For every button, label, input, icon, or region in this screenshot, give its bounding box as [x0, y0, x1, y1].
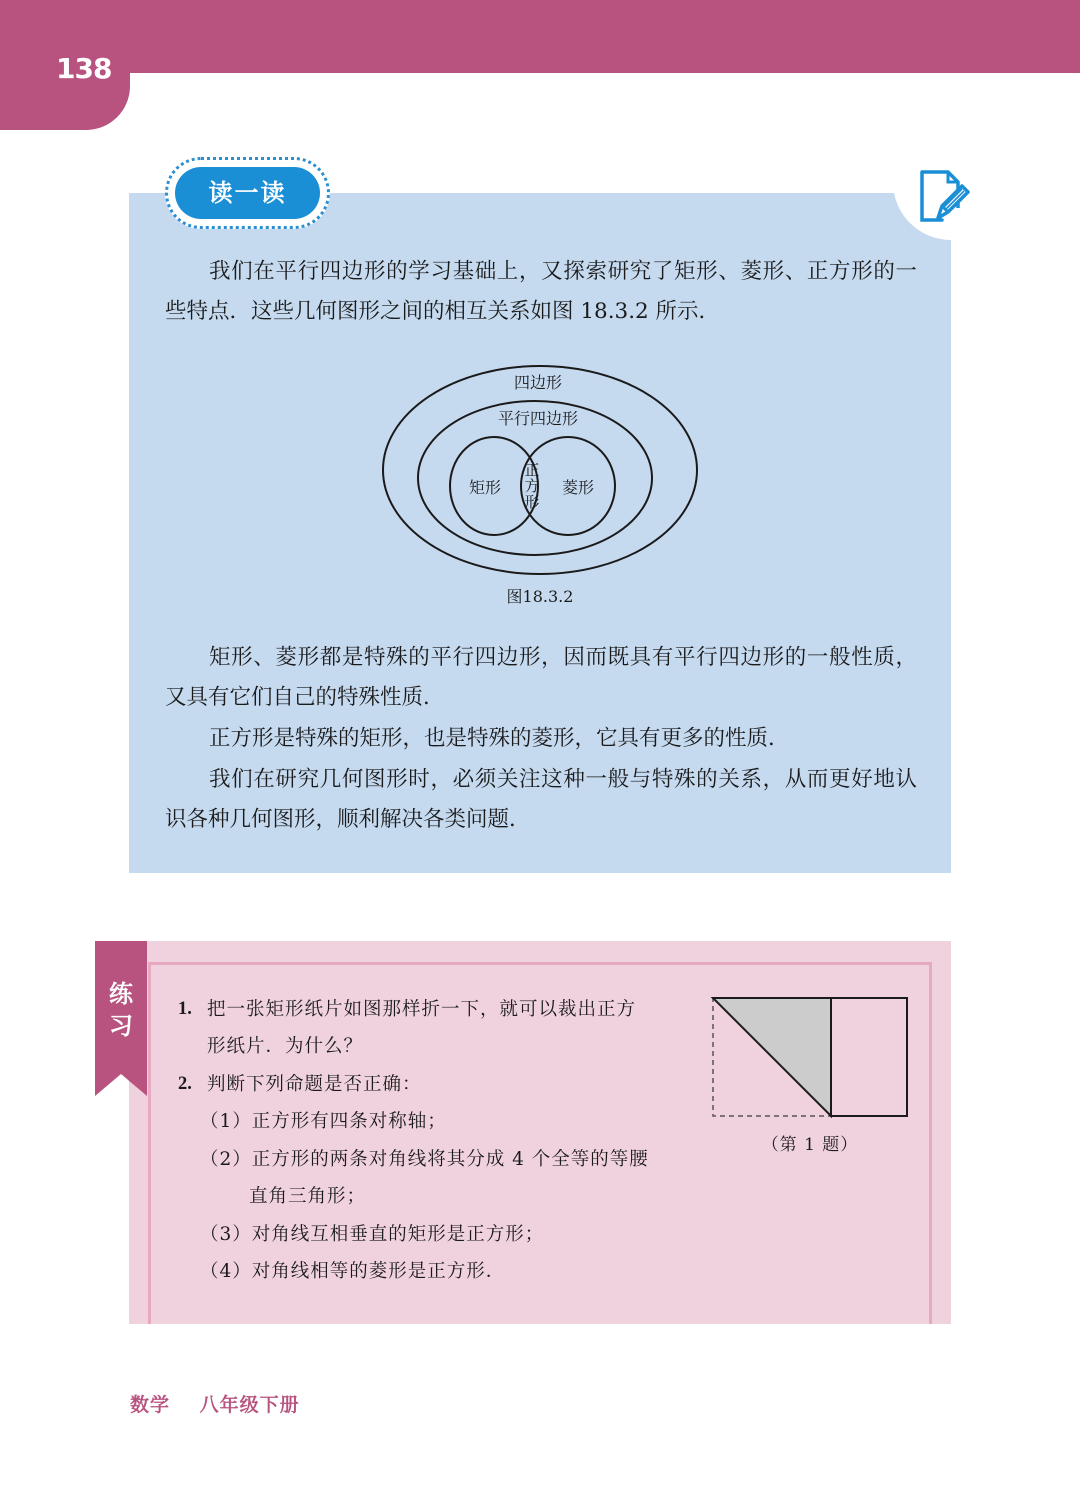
question-2-item-4: （4）对角线相等的菱形是正方形．	[200, 1261, 506, 1282]
venn-label-square-2: 方	[524, 477, 540, 495]
reading-paragraph-2: 矩形、菱形都是特殊的平行四边形，因而既具有平行四边形的一般性质，又具有它们自己的特殊性质．	[165, 645, 917, 710]
venn-label-quadrilateral: 四边形	[513, 373, 563, 392]
reading-paragraph-3: 正方形是特殊的矩形，也是特殊的菱形，它具有更多的性质．	[209, 726, 790, 751]
reading-paragraph-4: 我们在研究几何图形时，必须关注这种一般与特殊的关系，从而更好地认识各种几何图形，顺利解决各类问题．	[165, 767, 917, 832]
question-2-title: 判断下列命题是否正确：	[207, 1074, 422, 1095]
exercise-figure-caption: （第 1 题）	[761, 1135, 859, 1155]
question-2-item-2: （2）正方形的两条对角线将其分成 4 个全等的等腰	[200, 1149, 649, 1170]
exercise-ribbon-label	[95, 978, 147, 1042]
question-1-line-2: 形纸片．为什么？	[207, 1036, 364, 1057]
venn-label-rhombus: 菱形	[561, 478, 595, 497]
exercise-ribbon-char-2: 习	[109, 1012, 133, 1040]
footer-grade: 八年级下册	[199, 1394, 300, 1416]
footer-subject: 数学	[130, 1394, 171, 1416]
page-number: 138	[56, 52, 112, 85]
venn-diagram	[370, 355, 710, 585]
question-2-item-2-cont: 直角三角形；	[249, 1186, 367, 1207]
question-1-line-1: 把一张矩形纸片如图那样折一下，就可以裁出正方	[207, 999, 637, 1020]
note-edit-icon	[912, 166, 972, 228]
venn-label-parallelogram: 平行四边形	[497, 409, 579, 428]
fold-paper-figure	[710, 995, 912, 1120]
question-2-number: 2.	[178, 1074, 192, 1094]
venn-label-square-1: 正	[524, 461, 540, 479]
question-1-number: 1.	[178, 999, 192, 1019]
venn-label-rectangle: 矩形	[468, 478, 502, 497]
venn-label-square-3: 形	[524, 493, 540, 511]
header-band	[0, 0, 1080, 73]
reading-paragraph-1: 我们在平行四边形的学习基础上，又探索研究了矩形、菱形、正方形的一些特点．这些几何图形之间的相互关系如图 18.3.2 所示．	[165, 259, 917, 324]
question-2-item-3: （3）对角线互相垂直的矩形是正方形；	[200, 1224, 545, 1245]
question-2-item-1: （1）正方形有四条对称轴；	[200, 1111, 447, 1132]
footer	[130, 1390, 300, 1417]
reading-badge: 读一读	[175, 167, 320, 219]
figure-caption: 图18.3.2	[506, 587, 574, 606]
exercise-ribbon-char-1: 练	[109, 980, 133, 1008]
